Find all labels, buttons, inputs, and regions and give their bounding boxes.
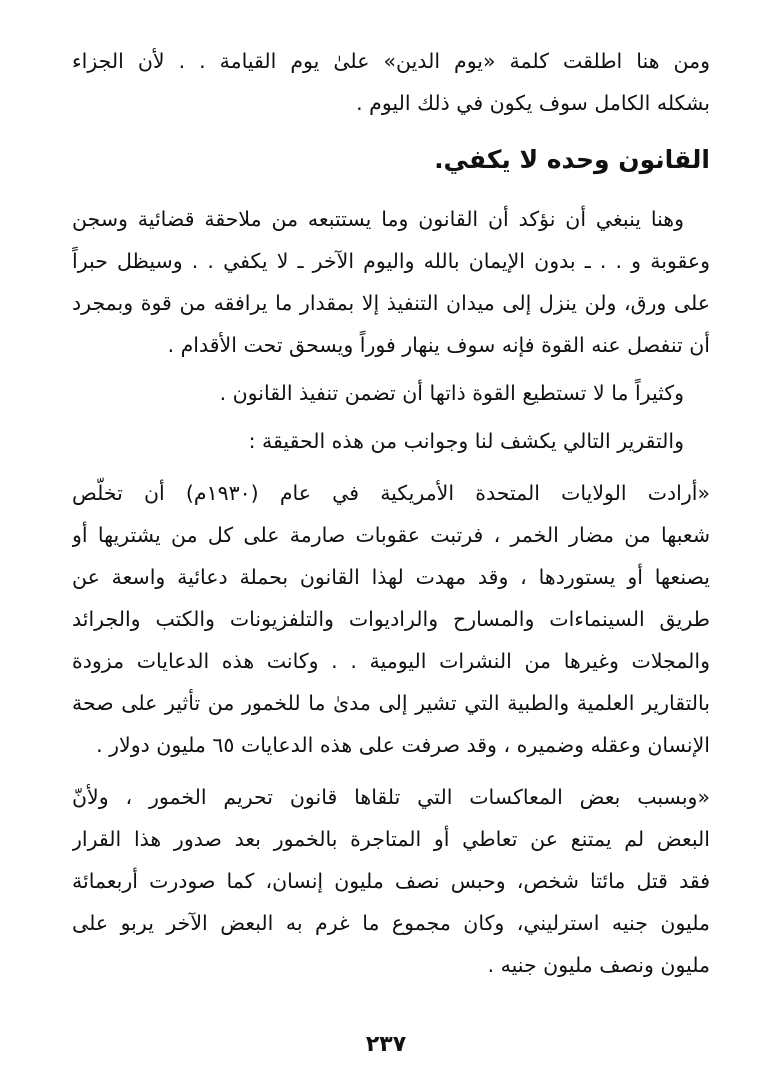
book-page bbox=[72, 40, 710, 986]
text-line: مليون ونصف مليون جنيه . bbox=[487, 953, 710, 977]
text-line: والمجلات وغيرها من النشرات اليومية . . وكانت هذه الدعايات مزودة bbox=[72, 649, 710, 673]
text-line: فقد قتل مائتا شخص، وحبس نصف مليون إنسان، كما صودرت أربعمائة bbox=[72, 869, 710, 893]
text-line: وعقوبة و . . ـ بدون الإيمان بالله واليوم الآخر ـ لا يكفي . . وسيظل حبراً bbox=[72, 249, 710, 273]
text-line: «وبسبب بعض المعاكسات التي تلقاها قانون تحريم الخمور ، ولأنّ bbox=[72, 785, 710, 809]
text-line: البعض لم يمتنع عن تعاطي أو المتاجرة بالخمور بعد صدور هذا القرار bbox=[72, 827, 710, 851]
text-line: الإنسان وعقله وضميره ، وقد صرفت على هذه الدعايات ٦٥ مليون دولار . bbox=[96, 733, 710, 757]
page-number: ٢٣٧ bbox=[365, 1032, 407, 1057]
paragraph-law-alone bbox=[72, 198, 710, 366]
quote-paragraph-prohibition bbox=[72, 472, 710, 766]
section-heading: القانون وحده لا يكفي. bbox=[434, 145, 710, 174]
text-line: وكثيراً ما لا تستطيع القوة ذاتها أن تضمن تنفيذ القانون . bbox=[219, 381, 684, 405]
text-line: بشكله الكامل سوف يكون في ذلك اليوم . bbox=[356, 91, 710, 115]
text-line: شعبها من مضار الخمر ، فرتبت عقوبات صارمة على كل من يشتريها أو bbox=[72, 523, 710, 547]
text-line: بالتقارير العلمية والطبية التي تشير إلى مدىٰ ما للخمور من تأثير على صحة bbox=[72, 691, 710, 715]
text-line: والتقرير التالي يكشف لنا وجوانب من هذه الحقيقة : bbox=[248, 429, 684, 453]
text-line: «أرادت الولايات المتحدة الأمريكية في عام (١٩٣٠م) أن تخلّص bbox=[72, 481, 710, 505]
text-line: وهنا ينبغي أن نؤكد أن القانون وما يستتبعه من ملاحقة قضائية وسجن bbox=[72, 207, 684, 231]
quote-paragraph-consequences bbox=[72, 776, 710, 986]
text-line: مليون جنيه استرليني، وكان مجموع ما غرم به البعض الآخر يربو على bbox=[72, 911, 710, 935]
text-line: طريق السينماءات والمسارح والراديوات والتلفزيونات والكتب والجرائد bbox=[72, 607, 710, 631]
intro-paragraph bbox=[72, 40, 710, 124]
text-line: على ورق، ولن ينزل إلى ميدان التنفيذ إلا بمقدار ما يرافقه من قوة وبمجرد bbox=[72, 291, 710, 315]
text-line: يصنعها أو يستوردها ، وقد مهدت لهذا القانون بحملة دعائية واسعة عن bbox=[72, 565, 710, 589]
text-line: ومن هنا اطلقت كلمة «يوم الدين» علىٰ يوم القيامة . . لأن الجزاء bbox=[72, 49, 710, 73]
text-line: أن تنفصل عنه القوة فإنه سوف ينهار فوراً ويسحق تحت الأقدام . bbox=[167, 333, 710, 357]
paragraph-force bbox=[72, 372, 710, 414]
paragraph-report-intro bbox=[72, 420, 710, 462]
